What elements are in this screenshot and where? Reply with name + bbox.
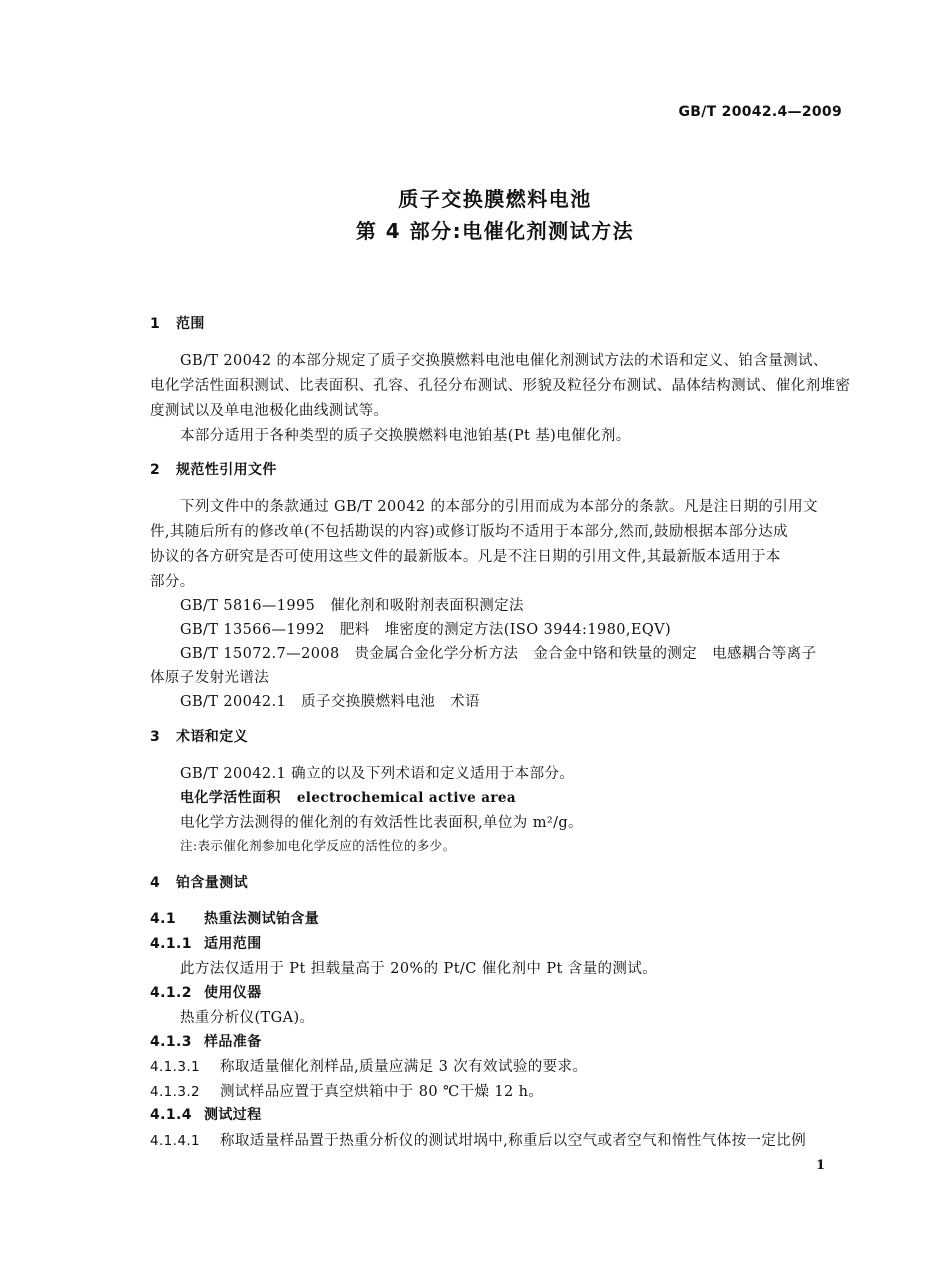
- section-number: 1: [150, 316, 161, 332]
- section-2-heading: [150, 459, 277, 479]
- section-number: 3: [150, 729, 161, 745]
- section-title: 规范性引用文件: [176, 462, 277, 478]
- paragraph-line: 此方法仅适用于 Pt 担载量高于 20%的 Pt/C 催化剂中 Pt 含量的测试。: [180, 961, 658, 977]
- section-title: 术语和定义: [176, 729, 248, 745]
- paragraph-line: GB/T 20042.1 确立的以及下列术语和定义适用于本部分。: [180, 766, 575, 782]
- subsection-4-1-1-heading: [150, 933, 262, 953]
- clause-item: [150, 1080, 543, 1101]
- subsection-number: 4.1.3: [150, 1034, 192, 1050]
- document-title-line2: 第 4 部分:电催化剂测试方法: [355, 219, 635, 243]
- subsection-title: 使用仪器: [204, 985, 262, 1001]
- subsection-title: 测试过程: [204, 1107, 262, 1123]
- reference-item-continued: 体原子发射光谱法: [150, 670, 270, 686]
- clause-item: [150, 1055, 587, 1076]
- clause-item: [150, 1129, 806, 1150]
- section-number: 2: [150, 462, 161, 478]
- paragraph-line: 本部分适用于各种类型的质子交换膜燃料电池铂基(Pt 基)电催化剂。: [180, 428, 631, 444]
- clause-text: 称取适量样品置于热重分析仪的测试坩埚中,称重后以空气或者空气和惰性气体按一定比例: [220, 1133, 807, 1149]
- paragraph-line: 电化学活性面积测试、比表面积、孔容、孔径分布测试、形貌及粒径分布测试、晶体结构测试、催化剂堆密: [150, 378, 851, 394]
- clause-number: 4.1.4.1: [150, 1133, 201, 1149]
- subsection-number: 4.1.4: [150, 1107, 192, 1123]
- paragraph-line: GB/T 20042 的本部分规定了质子交换膜燃料电池电催化剂测试方法的术语和定义、铂含量测试、: [180, 353, 828, 369]
- page-number: 1: [816, 1158, 826, 1173]
- subsection-4-1-heading: [150, 908, 319, 928]
- subsection-number: 4.1.1: [150, 936, 192, 952]
- paragraph-line: 协议的各方研究是否可使用这些文件的最新版本。凡是不注日期的引用文件,其最新版本适用于本: [150, 549, 781, 565]
- paragraph-line: 部分。: [150, 574, 195, 590]
- document-title-line1: 质子交换膜燃料电池: [398, 187, 592, 211]
- term-definition: 电化学方法测得的催化剂的有效活性比表面积,单位为 m²/g。: [180, 815, 583, 831]
- term-english: electrochemical active area: [296, 790, 516, 806]
- term-chinese: 电化学活性面积: [180, 790, 281, 806]
- reference-item: GB/T 20042.1 质子交换膜燃料电池 术语: [180, 694, 480, 710]
- subsection-number: 4.1.2: [150, 985, 192, 1001]
- section-3-heading: [150, 726, 248, 746]
- reference-item: GB/T 5816—1995 催化剂和吸附剂表面积测定法: [180, 598, 524, 614]
- paragraph-line: 热重分析仪(TGA)。: [180, 1010, 315, 1026]
- subsection-title: 适用范围: [204, 936, 262, 952]
- paragraph-line: 度测试以及单电池极化曲线测试等。: [150, 403, 389, 419]
- reference-item: GB/T 13566—1992 肥料 堆密度的测定方法(ISO 3944:1980,EQV): [180, 622, 672, 638]
- term-entry: [180, 787, 516, 807]
- clause-text: 测试样品应置于真空烘箱中于 80 ℃干燥 12 h。: [220, 1084, 544, 1100]
- note: 注:表示催化剂参加电化学反应的活性位的多少。: [180, 838, 456, 853]
- section-title: 范围: [176, 316, 205, 332]
- subsection-4-1-3-heading: [150, 1031, 262, 1051]
- section-number: 4: [150, 875, 161, 891]
- paragraph-line: 件,其随后所有的修改单(不包括勘误的内容)或修订版均不适用于本部分,然而,鼓励根据本部分达成: [150, 524, 789, 540]
- paragraph-line: 下列文件中的条款通过 GB/T 20042 的本部分的引用而成为本部分的条款。凡是注日期的引用文: [180, 499, 818, 515]
- clause-number: 4.1.3.2: [150, 1084, 201, 1100]
- subsection-4-1-2-heading: [150, 982, 262, 1002]
- subsection-4-1-4-heading: [150, 1104, 262, 1124]
- clause-number: 4.1.3.1: [150, 1059, 201, 1075]
- subsection-title: 样品准备: [204, 1034, 262, 1050]
- section-1-heading: [150, 313, 205, 333]
- section-4-heading: [150, 872, 248, 892]
- standard-code: GB/T 20042.4—2009: [678, 104, 842, 120]
- section-title: 铂含量测试: [176, 875, 248, 891]
- reference-item: GB/T 15072.7—2008 贵金属合金化学分析方法 金合金中铬和铁量的测定 电感耦合等离子: [180, 646, 817, 662]
- clause-text: 称取适量催化剂样品,质量应满足 3 次有效试验的要求。: [220, 1059, 588, 1075]
- subsection-number: 4.1: [150, 911, 177, 927]
- subsection-title: 热重法测试铂含量: [204, 911, 320, 927]
